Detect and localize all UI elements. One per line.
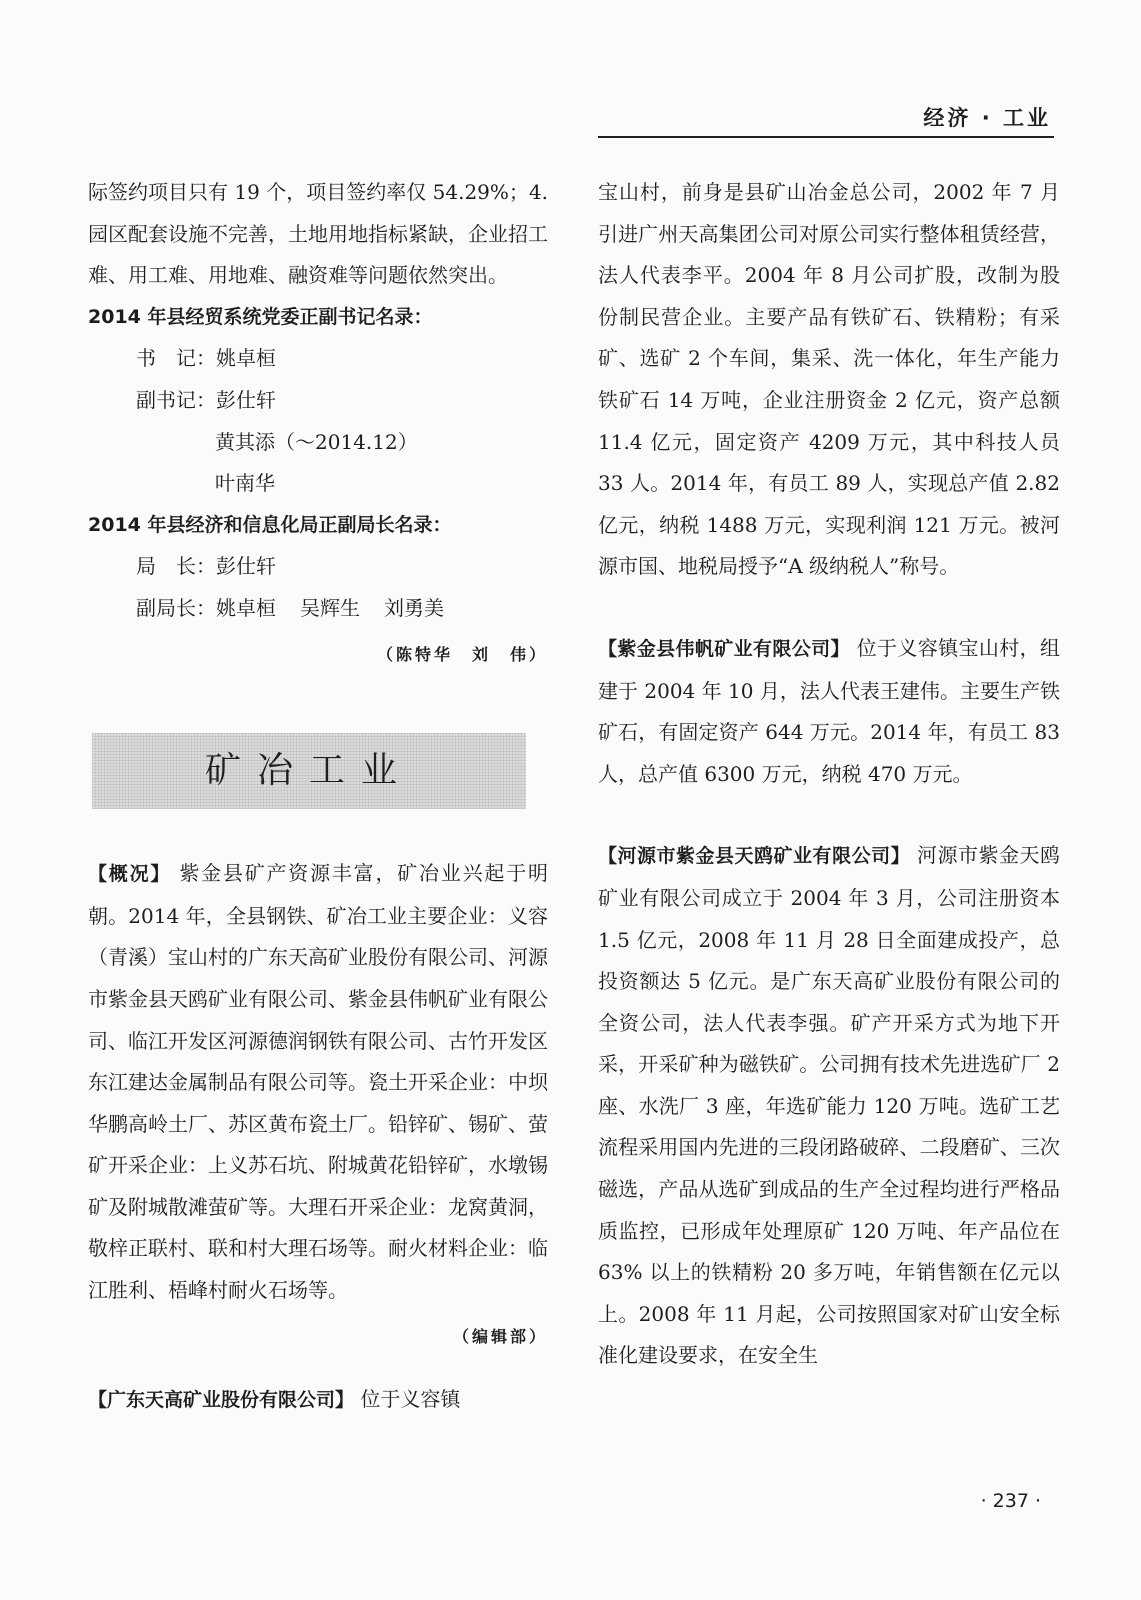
roster-2-row: 局 长：彭仕轩: [136, 554, 276, 579]
section-banner: [92, 733, 526, 809]
running-header: 经济 · 工业: [923, 106, 1051, 130]
roster-1-extra-name: 叶南华: [215, 471, 275, 496]
roster-1-row: 书 记：姚卓桓: [136, 346, 276, 371]
roster-1-extra-name: 黄其添（～2014.12）: [215, 429, 418, 454]
overview-paragraph: [88, 853, 548, 1312]
weifan-paragraph: [598, 628, 1060, 795]
header-rule: [598, 136, 1054, 138]
weifan-text: 位于义容镇宝山村，组建于 2004 年 10 月，法人代表王建伟。主要生产铁矿石，有固定资产 644 万元。2014 年，有员工 83 人，总产值 6300 万元，纳税 470 万元。: [598, 635, 1060, 786]
page-number: · 237 ·: [980, 1490, 1041, 1512]
section-banner-title: 矿冶工业: [204, 750, 413, 792]
roster-2-title: 2014 年县经济和信息化局正副局长名录：: [88, 513, 452, 536]
left-column: [88, 172, 548, 1422]
author-credit: （陈特华 刘 伟）: [376, 644, 548, 664]
roster-1-row: 副书记：彭仕轩: [136, 387, 276, 412]
weifan-heading: 【紫金县伟帆矿业有限公司】: [598, 637, 850, 660]
intro-paragraph: 际签约项目只有 19 个，项目签约率仅 54.29%；4. 园区配套设施不完善，土地用地指标紧缺，企业招工难、用工难、用地难、融资难等问题依然突出。: [88, 180, 548, 288]
overview-text: 紫金县矿产资源丰富，矿冶业兴起于明朝。2014 年，全县钢铁、矿冶工业主要企业：义容（青溪）宝山村的广东天高矿业股份有限公司、河源市紫金县天鸥矿业有限公司、紫金县伟帆矿业有限公司、临江开发区河源德润钢铁有限公司、古竹开发区东江建达金属制品有限公司等。瓷土开采企业：中坝华鹏高岭土厂、苏区黄布瓷土厂。铅锌矿、锡矿、萤矿开采企业：上义苏石坑、附城黄花铅锌矿，水墩锡矿及附城散滩萤矿等。大理石开采企业：龙窝黄洞，敬梓正联村、联和村大理石场等。耐火材料企业：临江胜利、梧峰村耐火石场等。: [88, 861, 548, 1303]
tianou-paragraph: [598, 835, 1060, 1377]
tianou-heading: 【河源市紫金县天鸥矿业有限公司】: [598, 845, 911, 868]
right-column: [598, 172, 1060, 1377]
editor-credit: （编辑部）: [452, 1326, 548, 1346]
roster-2-row: 副局长：姚卓桓 吴辉生 刘勇美: [136, 595, 444, 620]
overview-heading: 【概况】: [88, 863, 172, 886]
tiangao-text-start: 位于义容镇: [360, 1387, 461, 1412]
tiangao-heading: 【广东天高矿业股份有限公司】: [88, 1389, 355, 1412]
tianou-text: 河源市紫金天鸥矿业有限公司成立于 2004 年 3 月，公司注册资本 1.5 亿元，2008 年 11 月 28 日全面建成投产，总投资额达 5 亿元。是广东天高矿业股份有限公司的全资公司，法人代表李强。矿产开采方式为地下开采，开采矿种为磁铁矿。公司拥有技术先进选矿厂 2 座、水洗厂 3 座，年选矿能力 120 万吨。选矿工艺流程采用国内先进的三段闭路破碎、二段磨矿、三次磁选，产品从选矿到成品的生产全过程均进行严格品质监控，已形成年处理原矿 120 万吨、年产品位在 63% 以上的铁精粉 20 多万吨，年销售额在亿元以上。2008 年 11 月起，公司按照国家对矿山安全标准化建设要求，在安全生: [598, 843, 1061, 1368]
tiangao-paragraph-continued: 宝山村，前身是县矿山冶金总公司，2002 年 7 月引进广州天高集团公司对原公司实行整体租赁经营，法人代表李平。2004 年 8 月公司扩股，改制为股份制民营企业。主要产品有铁矿石、铁精粉；有采矿、选矿 2 个车间，集采、洗一体化，年生产能力铁矿石 14 万吨，企业注册资金 2 亿元，资产总额 11.4 亿元，固定资产 4209 万元，其中科技人员 33 人。2014 年，有员工 89 人，实现总产值 2.82 亿元，纳税 1488 万元，实现利润 121 万元。被河源市国、地税局授予“A 级纳税人”称号。: [598, 180, 1060, 579]
roster-1-title: 2014 年县经贸系统党委正副书记名录：: [88, 305, 433, 328]
tiangao-paragraph: [88, 1379, 548, 1422]
